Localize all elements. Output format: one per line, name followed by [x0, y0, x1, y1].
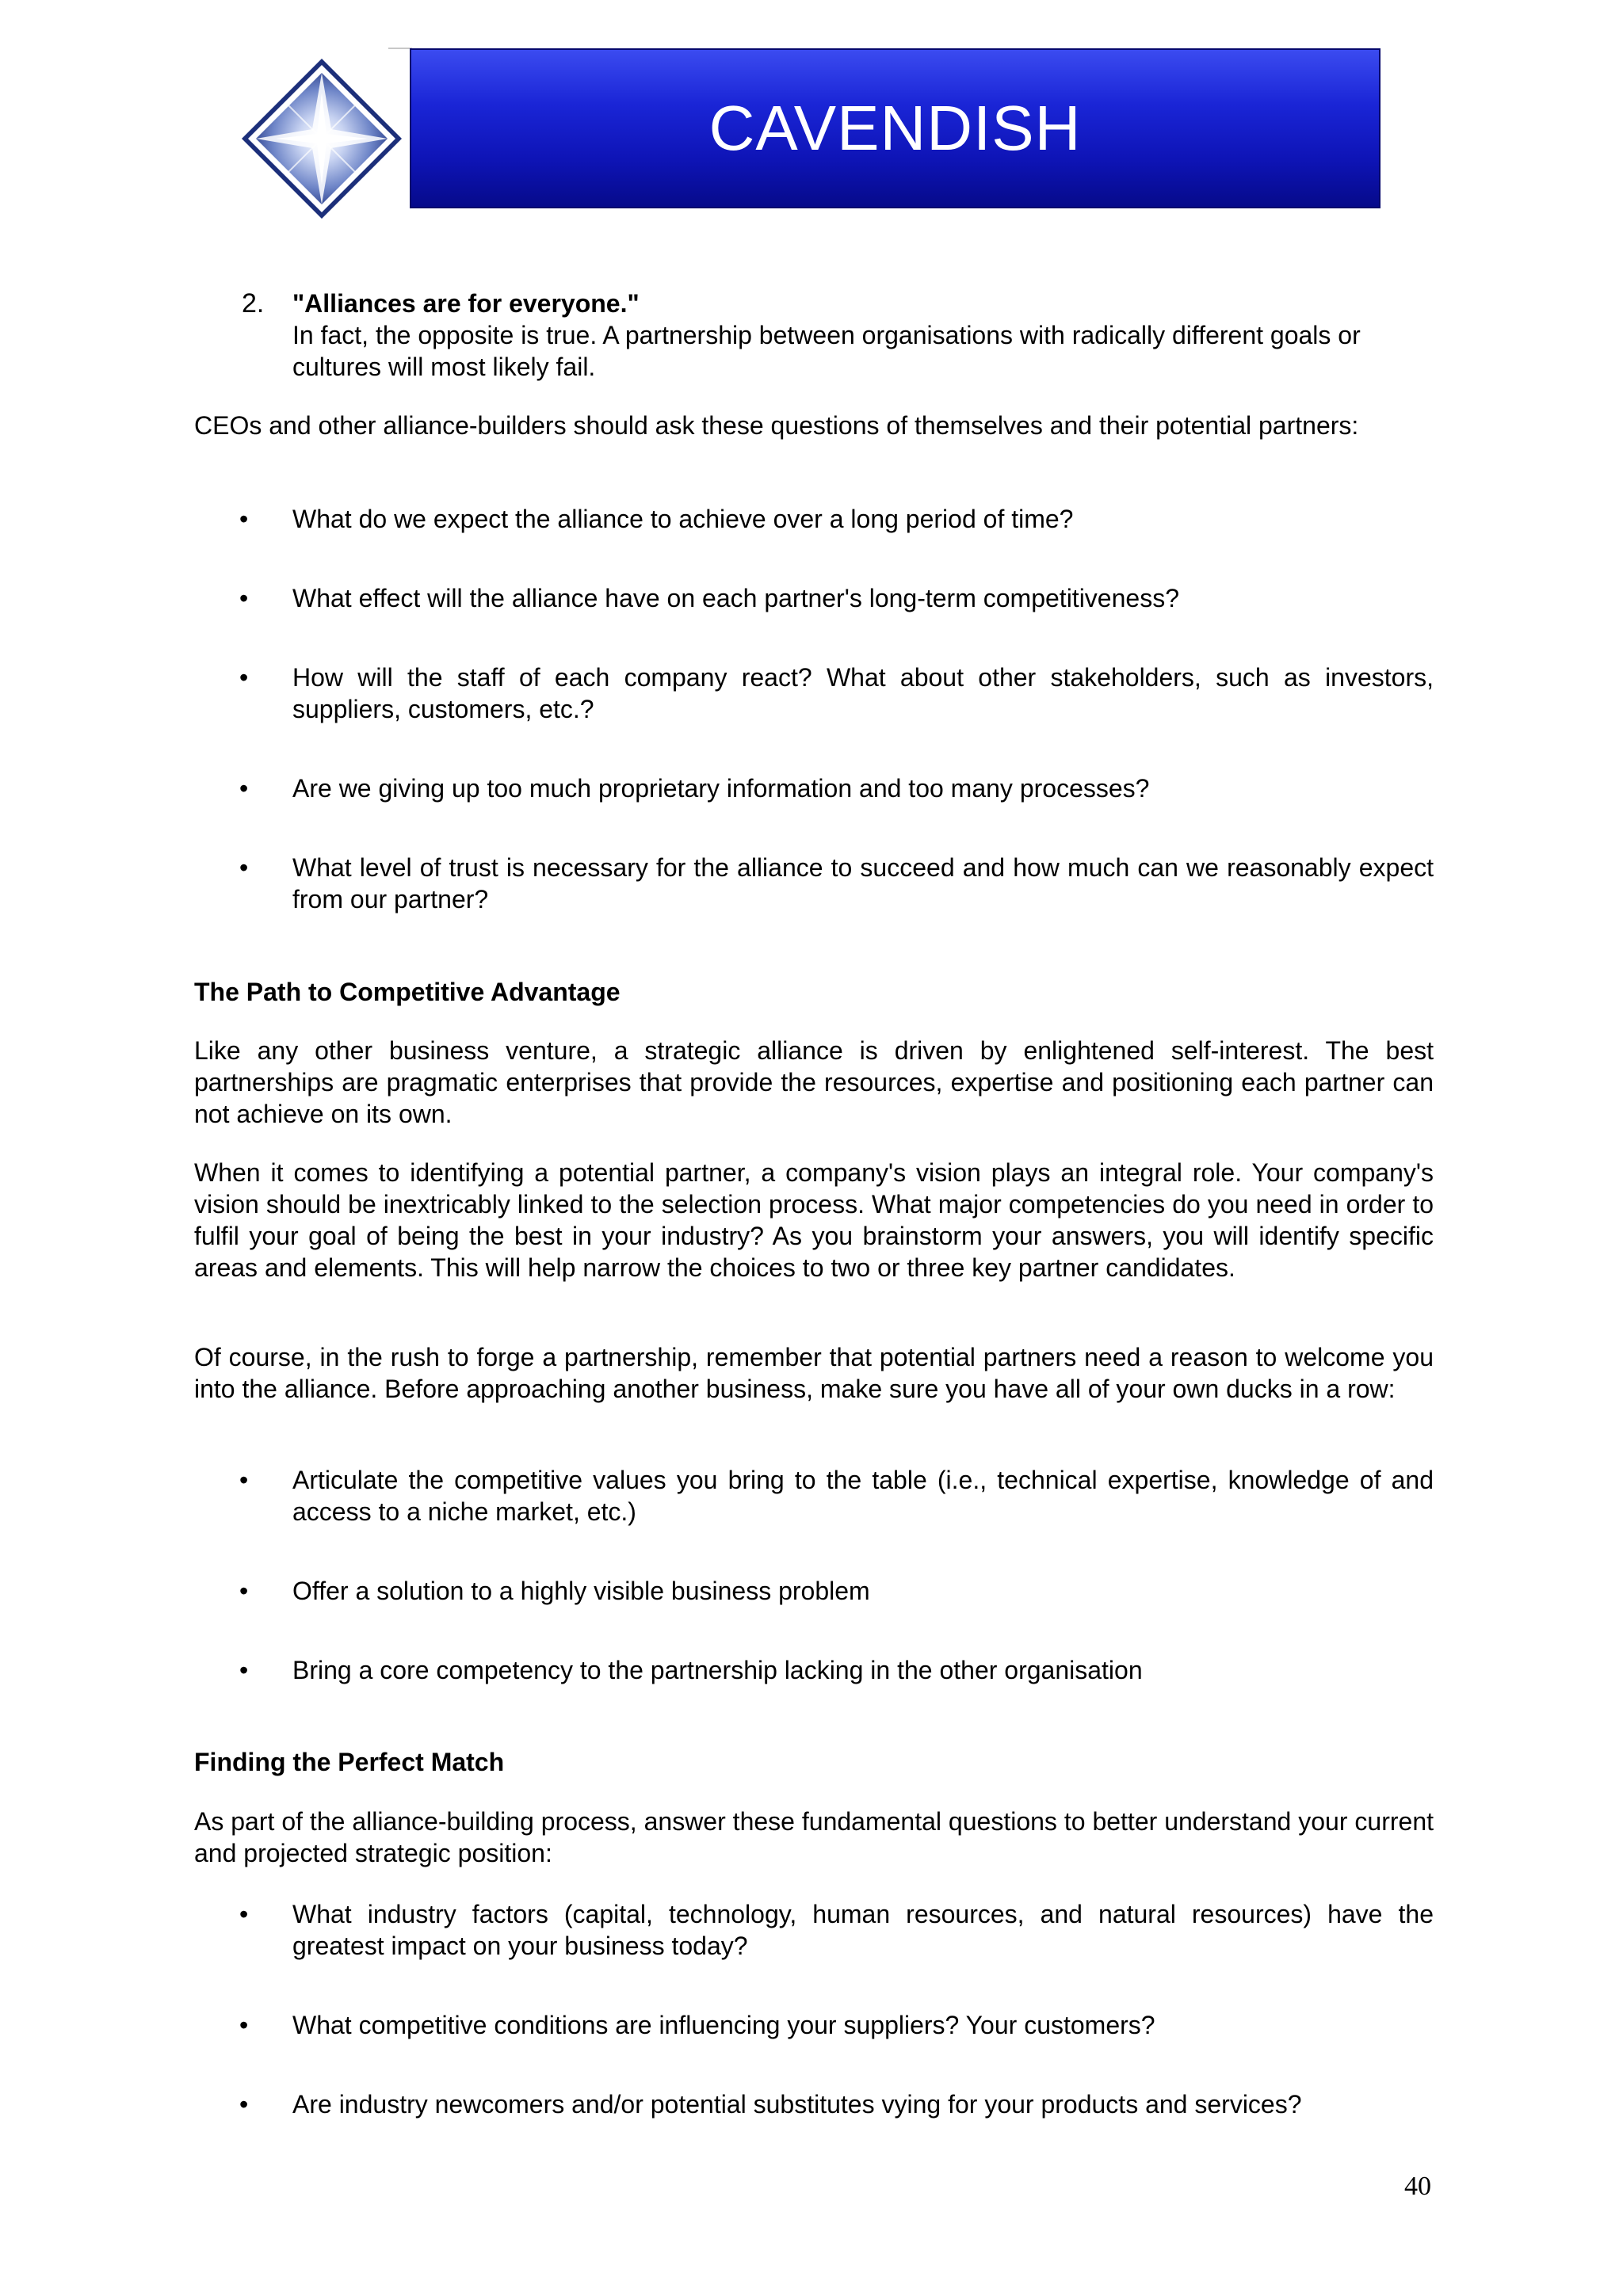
section-heading: Finding the Perfect Match [194, 1748, 505, 1776]
list-item: What competitive conditions are influencing your suppliers? Your customers? [292, 2011, 1155, 2039]
question-item: How will the staff of each company react? What about other stakeholders, such as investors, suppliers, customers, etc.? [292, 663, 1434, 723]
bullet-icon: • [239, 2011, 249, 2039]
page-number: 40 [1404, 2172, 1431, 2201]
bullet-icon: • [239, 663, 249, 692]
body-paragraph: Of course, in the rush to forge a partnership, remember that potential partners need a reason to welcome you into the alliance. Before approaching another business, make sure you have all of your own ducks in a row: [194, 1343, 1434, 1403]
bullet-icon: • [239, 774, 249, 803]
numbered-item-title: "Alliances are for everyone." [292, 289, 640, 318]
question-item: What do we expect the alliance to achieve over a long period of time? [292, 505, 1074, 533]
list-item: Offer a solution to a highly visible business problem [292, 1577, 870, 1605]
bullet-icon: • [239, 1656, 249, 1684]
header-rule [388, 48, 412, 49]
bullet-icon: • [239, 853, 249, 882]
bullet-icon: • [239, 505, 249, 533]
question-item: What level of trust is necessary for the alliance to succeed and how much can we reasonably expect from our partner? [292, 853, 1434, 913]
intro-paragraph: CEOs and other alliance-builders should ask these questions of themselves and their potential partners: [194, 411, 1359, 440]
list-item: What industry factors (capital, technology, human resources, and natural resources) have the greatest impact on your business today? [292, 1900, 1434, 1960]
section-heading: The Path to Competitive Advantage [194, 978, 621, 1006]
list-item: Are industry newcomers and/or potential substitutes vying for your products and services? [292, 2090, 1302, 2119]
question-item: Are we giving up too much proprietary information and too many processes? [292, 774, 1150, 803]
bullet-icon: • [239, 1466, 249, 1494]
body-paragraph: When it comes to identifying a potential partner, a company's vision plays an integral role. Your company's vision should be inextricably linked to the selection process. What major competencies do you need in order to fulfil your goal of being the best in your industry? As you brainstorm your answers, you will identify specific areas and elements. This will help narrow the choices to two or three key partner candidates. [194, 1158, 1434, 1282]
header-banner [410, 48, 1381, 208]
numbered-item-text: In fact, the opposite is true. A partnership between organisations with radically different goals or cultures will most likely fail. [292, 321, 1361, 381]
bullet-icon: • [239, 584, 249, 612]
cavendish-logo-icon [240, 57, 403, 220]
bullet-icon: • [239, 2090, 249, 2119]
list-item: Articulate the competitive values you bring to the table (i.e., technical expertise, knowledge of and access to a niche market, etc.) [292, 1466, 1434, 1526]
bullet-icon: • [239, 1577, 249, 1605]
body-paragraph: Like any other business venture, a strategic alliance is driven by enlightened self-interest. The best partnerships are pragmatic enterprises that provide the resources, expertise and positioning each partner can not achieve on its own. [194, 1036, 1434, 1128]
list-number: 2. [242, 288, 265, 318]
list-item: Bring a core competency to the partnership lacking in the other organisation [292, 1656, 1143, 1684]
brand-title: CAVENDISH [708, 93, 1082, 163]
question-item: What effect will the alliance have on each partner's long-term competitiveness? [292, 584, 1179, 612]
body-paragraph: As part of the alliance-building process, answer these fundamental questions to better understand your current and projected strategic position: [194, 1807, 1434, 1867]
bullet-icon: • [239, 1900, 249, 1928]
